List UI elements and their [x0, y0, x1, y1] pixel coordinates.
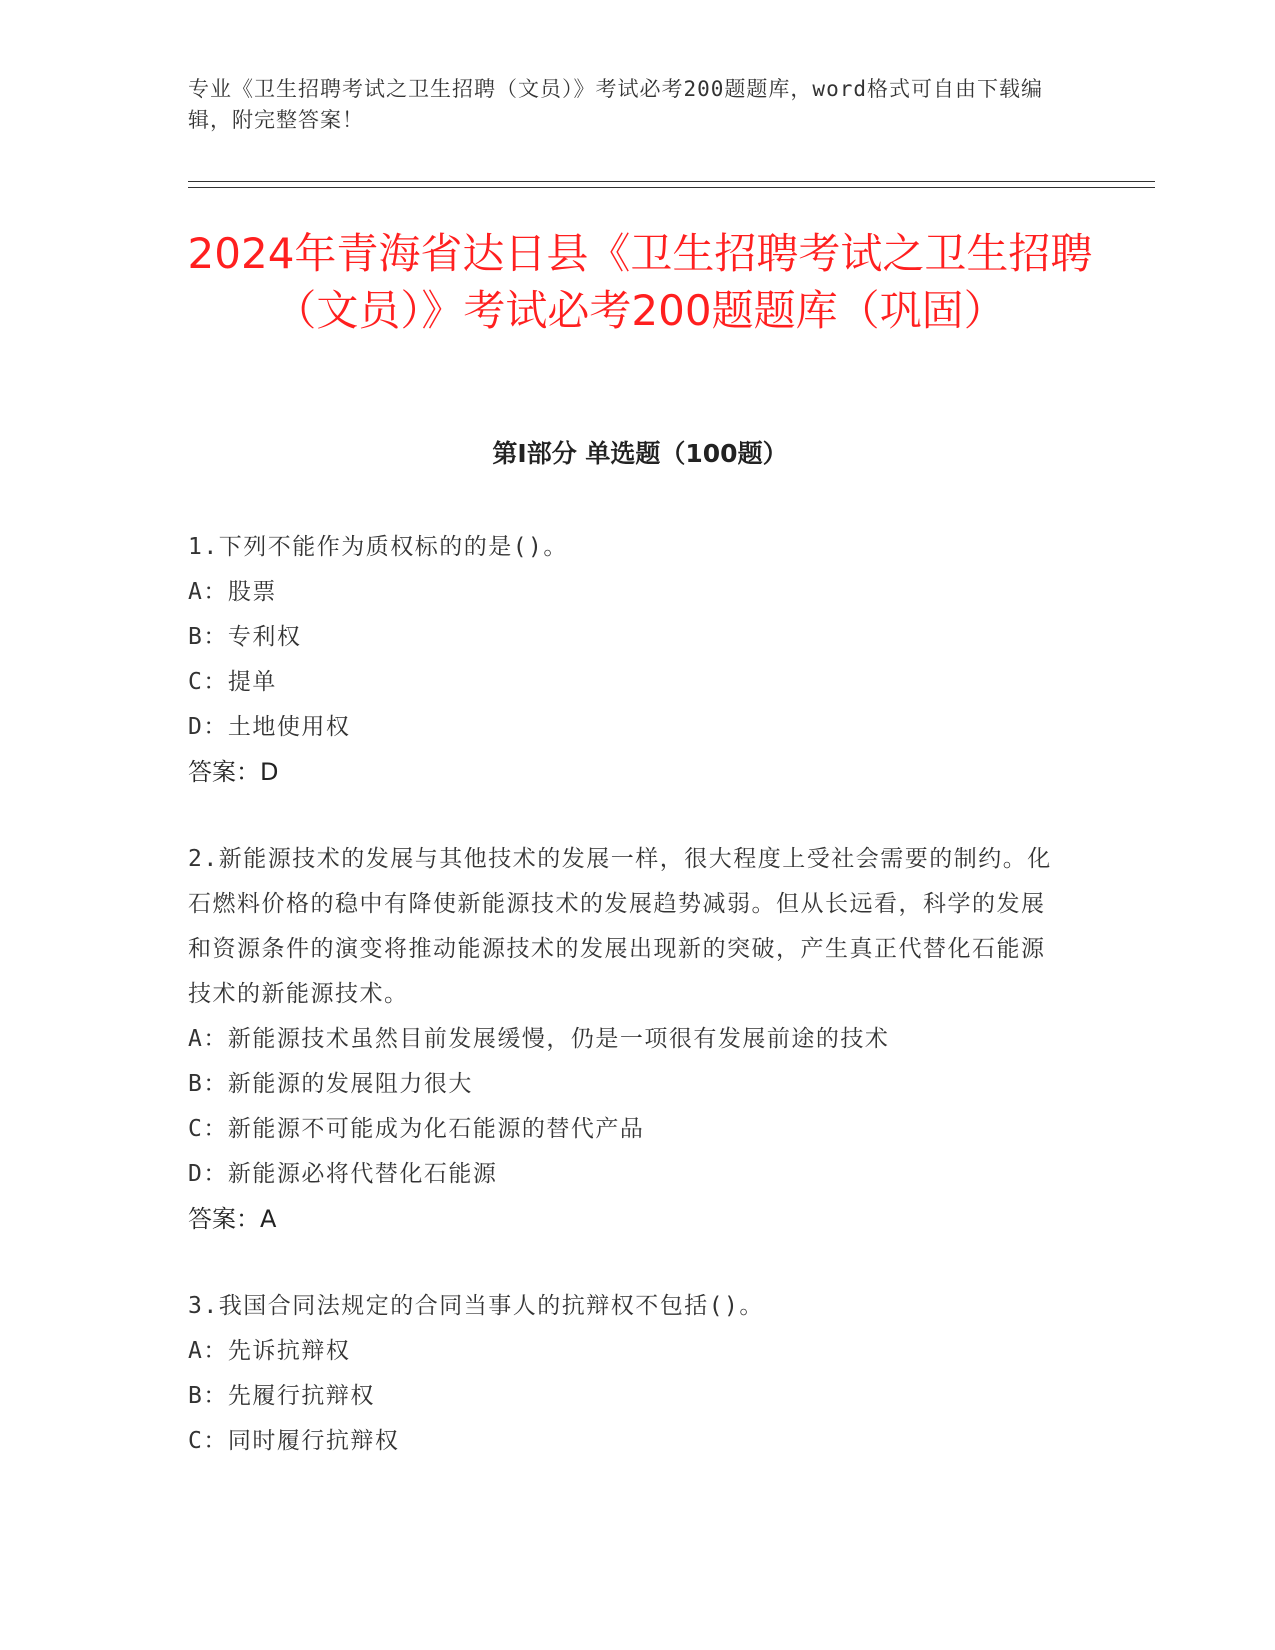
option-b: B：专利权: [188, 624, 302, 650]
option-c: C：新能源不可能成为化石能源的替代产品: [188, 1116, 645, 1142]
option-c: C：提单: [188, 669, 277, 695]
question-3: [188, 1284, 1068, 1464]
question-stem: 1.下列不能作为质权标的的是()。: [188, 534, 568, 560]
option-a: A：先诉抗辩权: [188, 1338, 351, 1364]
question-stem: 2.新能源技术的发展与其他技术的发展一样，很大程度上受社会需要的制约。化石燃料价格的稳中有降使新能源技术的发展趋势减弱。但从长远看，科学的发展和资源条件的演变将推动能源技术的发展出现新的突破，产生真正代替化石能源技术的新能源技术。: [188, 846, 1052, 1007]
question-1: [188, 525, 1068, 795]
question-list: [188, 525, 1068, 1506]
question-stem: 3.我国合同法规定的合同当事人的抗辩权不包括()。: [188, 1293, 764, 1319]
option-b: B：新能源的发展阻力很大: [188, 1071, 473, 1097]
document-title: 2024年青海省达日县《卫生招聘考试之卫生招聘（文员）》考试必考200题题库（巩固）: [187, 229, 1093, 335]
section-heading: 第Ⅰ部分 单选题（100题）: [492, 439, 788, 468]
header-rule-bottom: [188, 187, 1155, 188]
option-a: A：新能源技术虽然目前发展缓慢，仍是一项很有发展前途的技术: [188, 1026, 890, 1052]
option-a: A：股票: [188, 579, 277, 605]
answer: 答案：D: [188, 758, 279, 786]
answer: 答案：A: [188, 1205, 277, 1233]
document-intro: 专业《卫生招聘考试之卫生招聘（文员）》考试必考200题题库，word格式可自由下载编辑，附完整答案！: [188, 77, 1043, 132]
option-c: C：同时履行抗辩权: [188, 1428, 400, 1454]
option-d: D：新能源必将代替化石能源: [188, 1161, 498, 1187]
option-d: D：土地使用权: [188, 714, 351, 740]
header-rule-top: [188, 181, 1155, 182]
option-b: B：先履行抗辩权: [188, 1383, 375, 1409]
question-2: [188, 837, 1068, 1242]
